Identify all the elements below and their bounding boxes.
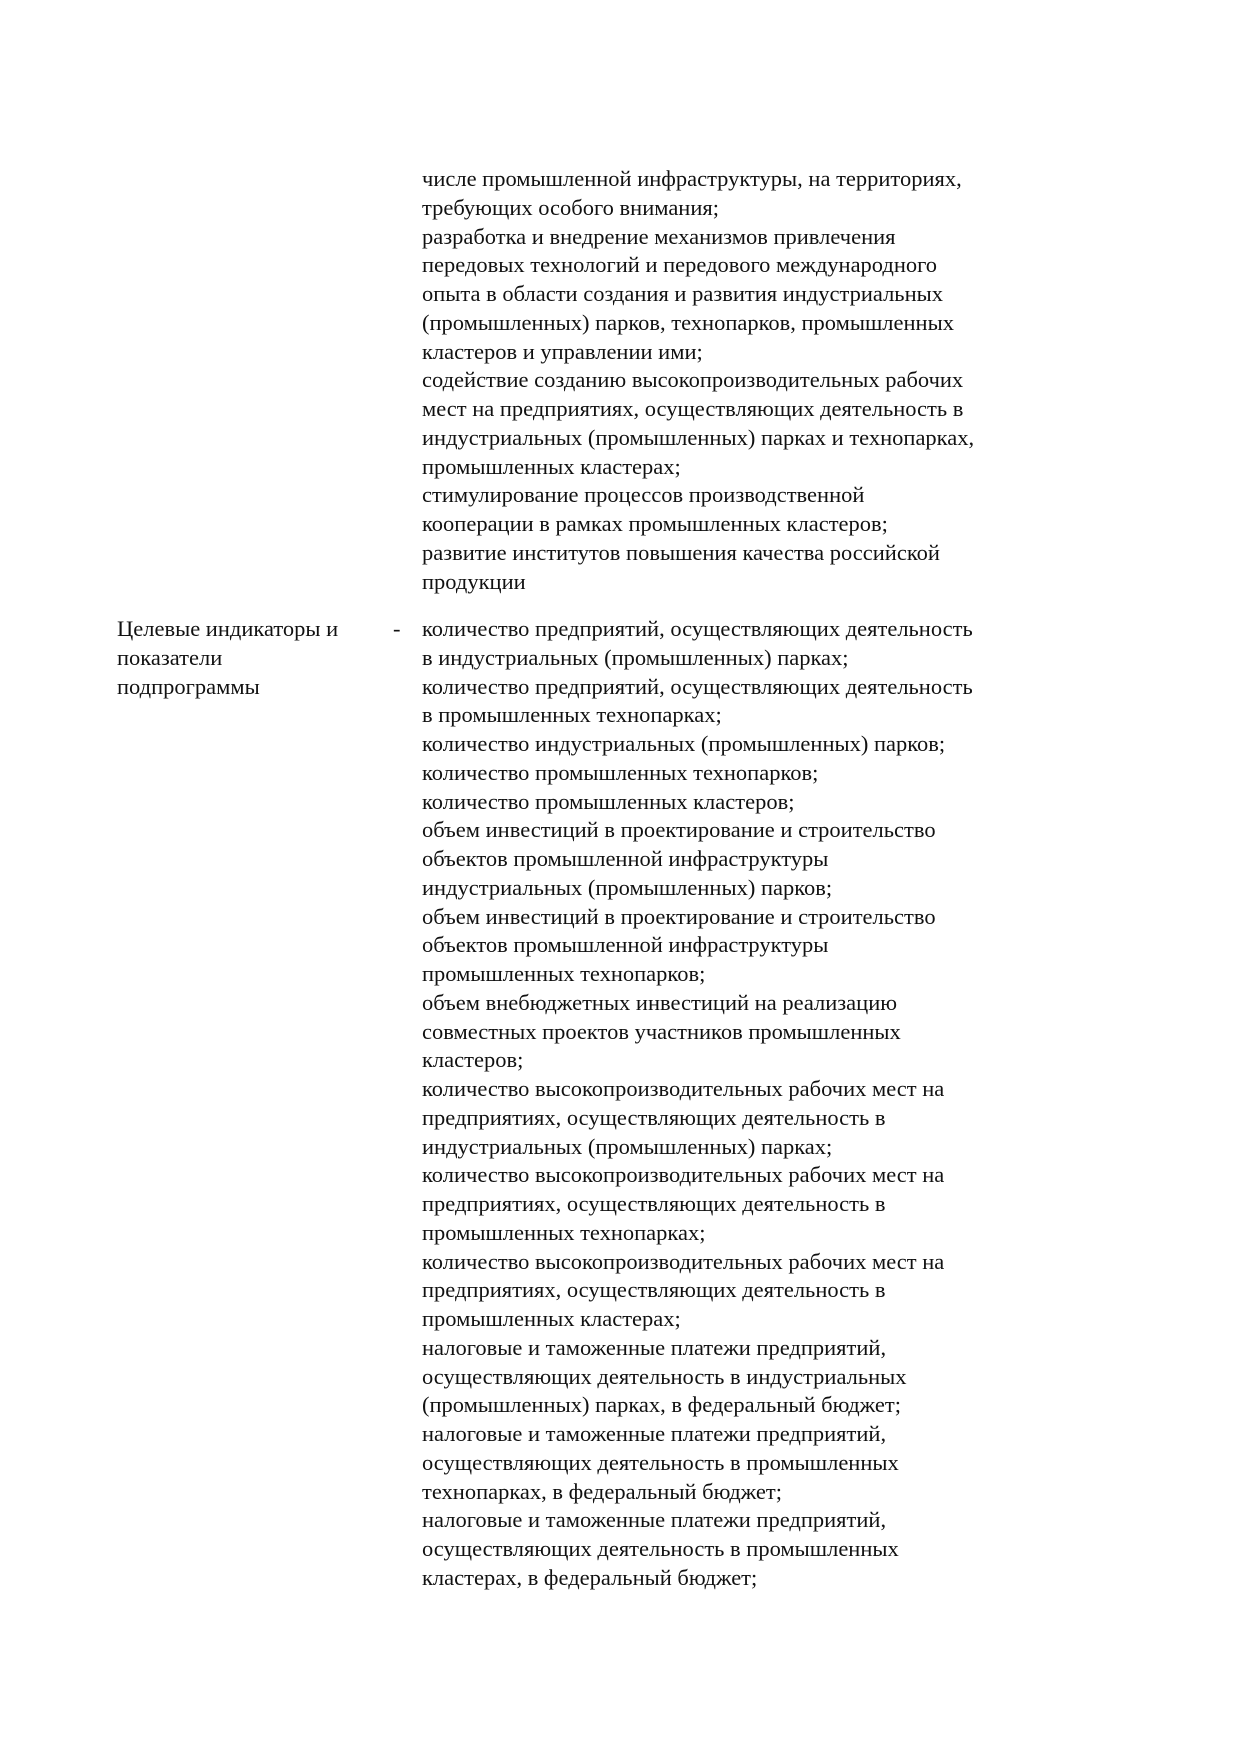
text-line: передовых технологий и передового международного xyxy=(422,252,938,278)
text-line: количество промышленных технопарков; xyxy=(422,759,819,785)
text-line: опыта в области создания и развития индустриальных xyxy=(422,281,943,306)
text-line: предприятиях, осуществляющих деятельность в xyxy=(422,1104,886,1130)
indicators-list xyxy=(422,615,1062,1593)
text-line: количество высокопроизводительных рабочих мест на xyxy=(422,1248,945,1274)
text-line: объем инвестиций в проектирование и строительство xyxy=(422,817,936,843)
text-line: осуществляющих деятельность в промышленных xyxy=(422,1536,899,1561)
indicators-section-label xyxy=(117,615,397,701)
text-line: требующих особого внимания; xyxy=(422,194,719,220)
text-line: предприятиях, осуществляющих деятельность в xyxy=(422,1277,886,1303)
text-line: мест на предприятиях, осуществляющих деятельность в xyxy=(422,396,964,421)
text-line: кластеров; xyxy=(422,1047,524,1073)
text-line: индустриальных (промышленных) парков; xyxy=(422,874,833,900)
text-line: налоговые и таможенные платежи предприятий, xyxy=(422,1421,887,1446)
text-line: промышленных кластерах; xyxy=(422,453,681,479)
subprogram-tasks-continuation xyxy=(422,165,1062,596)
text-line: совместных проектов участников промышленных xyxy=(422,1018,901,1044)
text-line: кластеров и управлении ими; xyxy=(422,338,703,364)
text-line: кооперации в рамках промышленных кластеров; xyxy=(422,511,888,536)
text-line: развитие институтов повышения качества российской xyxy=(422,539,940,565)
text-line: количество высокопроизводительных рабочих мест на xyxy=(422,1076,945,1101)
text-line: (промышленных) парках, в федеральный бюджет; xyxy=(422,1392,902,1418)
text-line: количество промышленных кластеров; xyxy=(422,788,795,814)
text-line: осуществляющих деятельность в промышленных xyxy=(422,1449,899,1475)
text-line: промышленных технопарков; xyxy=(422,961,706,986)
text-line: объем внебюджетных инвестиций на реализацию xyxy=(422,989,898,1015)
text-line: в индустриальных (промышленных) парках; xyxy=(422,644,849,670)
label-line: подпрограммы xyxy=(117,673,260,699)
text-line: кластерах, в федеральный бюджет; xyxy=(422,1564,758,1590)
text-line: объектов промышленной инфраструктуры xyxy=(422,932,829,958)
text-line: индустриальных (промышленных) парках и технопарках, xyxy=(422,424,975,450)
label-line: показатели xyxy=(117,644,223,670)
text-line: (промышленных) парков, технопарков, промышленных xyxy=(422,309,954,335)
text-line: технопарках, в федеральный бюджет; xyxy=(422,1478,782,1504)
text-line: промышленных технопарках; xyxy=(422,1219,706,1245)
label-separator: - xyxy=(393,616,401,641)
text-line: объектов промышленной инфраструктуры xyxy=(422,846,829,871)
text-line: содействие созданию высокопроизводительных рабочих xyxy=(422,367,964,393)
text-line: индустриальных (промышленных) парках; xyxy=(422,1133,833,1159)
text-line: числе промышленной инфраструктуры, на территориях, xyxy=(422,166,962,191)
text-line: осуществляющих деятельность в индустриальных xyxy=(422,1363,907,1389)
text-line: объем инвестиций в проектирование и строительство xyxy=(422,903,936,929)
text-line: количество предприятий, осуществляющих деятельность xyxy=(422,673,973,699)
text-line: количество предприятий, осуществляющих деятельность xyxy=(422,616,973,641)
text-line: налоговые и таможенные платежи предприятий, xyxy=(422,1334,887,1360)
text-line: количество индустриальных (промышленных) парков; xyxy=(422,731,946,756)
text-line: количество высокопроизводительных рабочих мест на xyxy=(422,1162,945,1188)
text-line: налоговые и таможенные платежи предприятий, xyxy=(422,1507,887,1533)
text-line: стимулирование процессов производственной xyxy=(422,482,865,508)
text-line: предприятиях, осуществляющих деятельность в xyxy=(422,1191,886,1216)
text-line: в промышленных технопарках; xyxy=(422,702,722,728)
text-line: продукции xyxy=(422,568,526,594)
text-line: промышленных кластерах; xyxy=(422,1306,681,1331)
text-line: разработка и внедрение механизмов привлечения xyxy=(422,223,896,249)
label-line: Целевые индикаторы и xyxy=(117,616,339,641)
